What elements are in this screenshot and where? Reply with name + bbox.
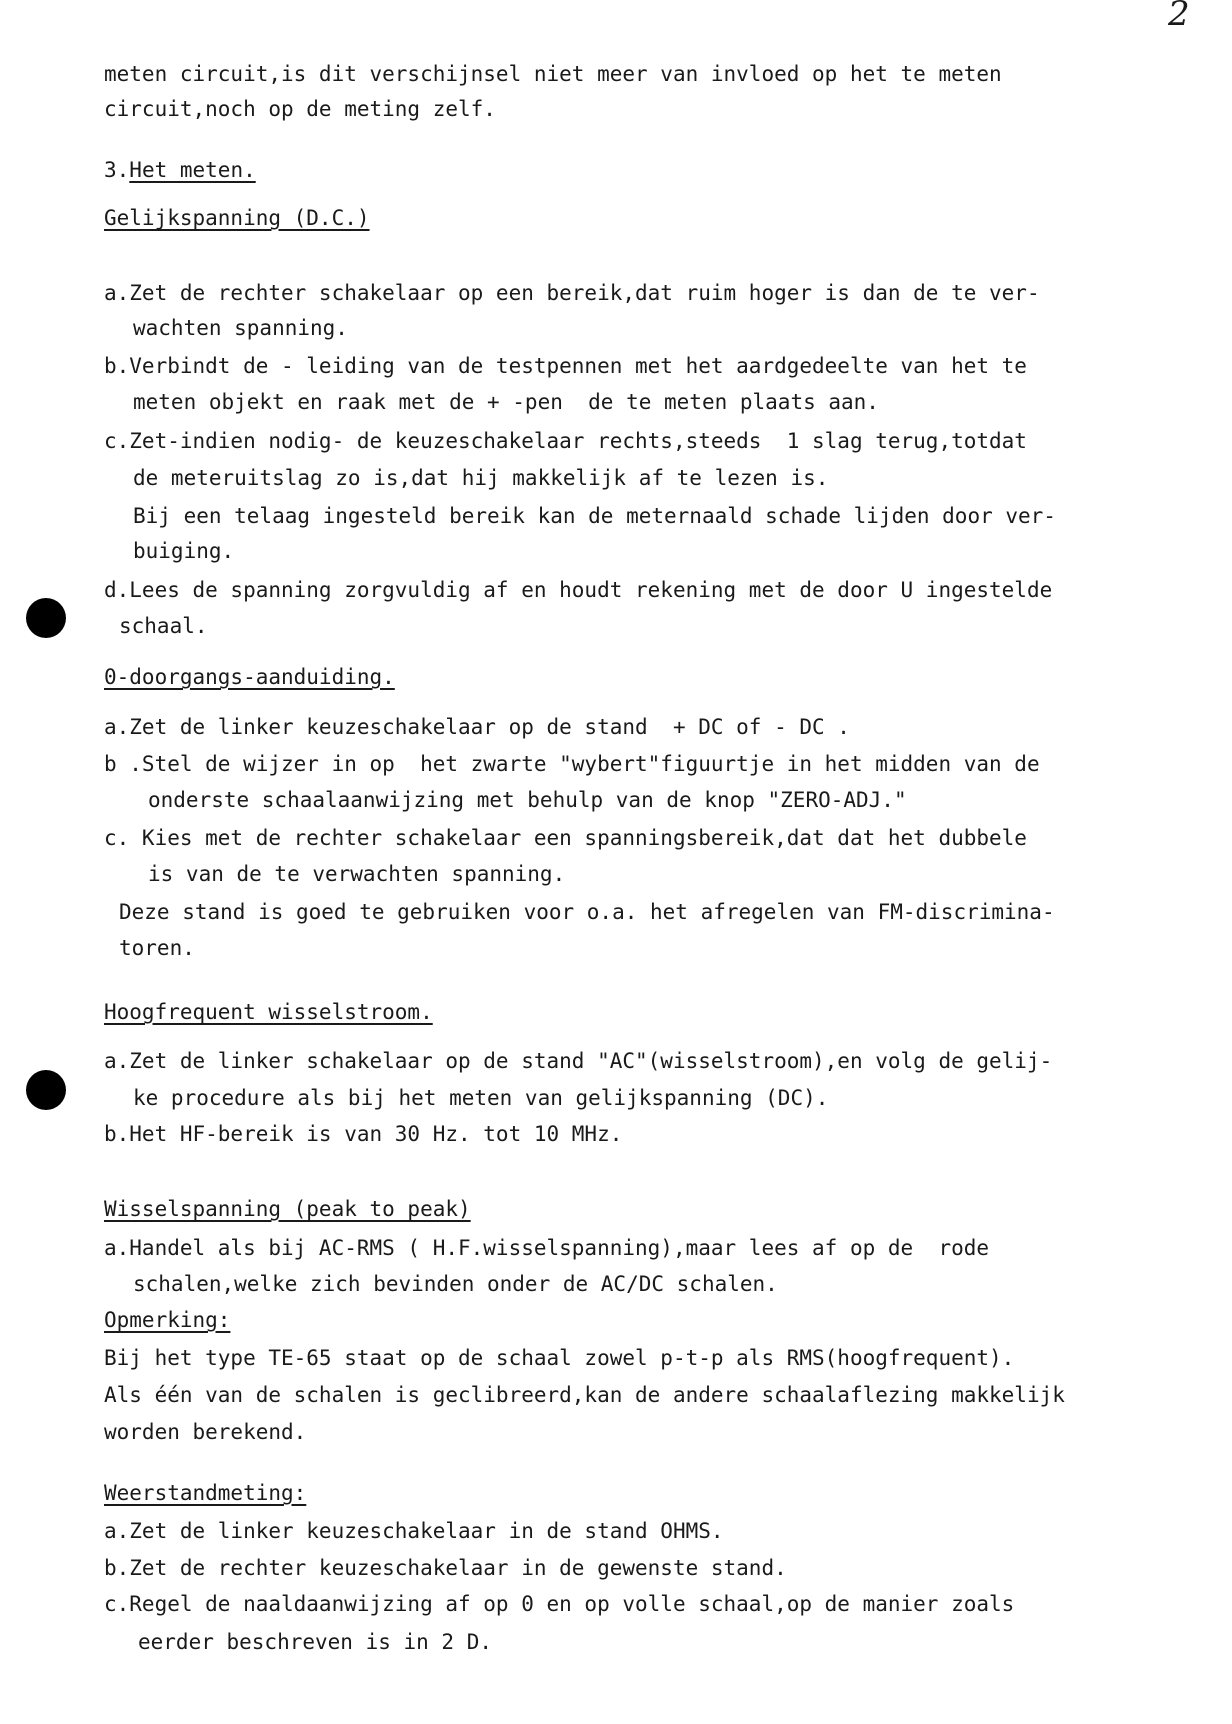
pp-line: schalen,welke zich bevinden onder de AC/DC schalen. <box>133 1272 778 1296</box>
zero-line: toren. <box>119 936 195 960</box>
hf-line: b.Het HF-bereik is van 30 Hz. tot 10 MHz. <box>104 1122 623 1146</box>
ohm-heading: Weerstandmeting: <box>104 1481 307 1505</box>
note-line: Bij het type TE-65 staat op de schaal zowel p-t-p als RMS(hoogfrequent). <box>104 1346 1015 1370</box>
intro-line: meten circuit,is dit verschijnsel niet meer van invloed op het te meten <box>104 62 1002 86</box>
ohm-line: b.Zet de rechter keuzeschakelaar in de gewenste stand. <box>104 1556 787 1580</box>
dc-line: buiging. <box>133 539 235 563</box>
binder-hole-top <box>26 598 66 638</box>
section-title: Het meten. <box>129 158 256 182</box>
zero-heading: 0-doorgangs-aanduiding. <box>104 665 395 689</box>
section-number: 3. <box>104 158 130 182</box>
dc-line: wachten spanning. <box>133 316 348 340</box>
ohm-line: a.Zet de linker keuzeschakelaar in de stand OHMS. <box>104 1519 724 1543</box>
intro-line: circuit,noch op de meting zelf. <box>104 97 496 121</box>
hf-line: a.Zet de linker schakelaar op de stand "AC"(wisselstroom),en volg de gelij- <box>104 1049 1053 1073</box>
dc-line: b.Verbindt de - leiding van de testpennen met het aardgedeelte van het te <box>104 354 1027 378</box>
binder-hole-bottom <box>26 1070 66 1110</box>
pp-heading: Wisselspanning (peak to peak) <box>104 1197 471 1221</box>
zero-line: a.Zet de linker keuzeschakelaar op de stand + DC of - DC . <box>104 715 850 739</box>
pp-line: a.Handel als bij AC-RMS ( H.F.wisselspanning),maar lees af op de rode <box>104 1236 990 1260</box>
note-heading: Opmerking: <box>104 1308 231 1332</box>
dc-line: Bij een telaag ingesteld bereik kan de meternaald schade lijden door ver- <box>133 504 1056 528</box>
hf-heading: Hoogfrequent wisselstroom. <box>104 1000 433 1024</box>
zero-line: is van de te verwachten spanning. <box>148 862 566 886</box>
zero-line: b .Stel de wijzer in op het zwarte "wybert"figuurtje in het midden van de <box>104 752 1040 776</box>
dc-line: d.Lees de spanning zorgvuldig af en houdt rekening met de door U ingestelde <box>104 578 1053 602</box>
note-line: Als één van de schalen is geclibreerd,kan de andere schaalaflezing makkelijk <box>104 1383 1065 1407</box>
dc-line: c.Zet-indien nodig- de keuzeschakelaar rechts,steeds 1 slag terug,totdat <box>104 429 1027 453</box>
page-number: 2 <box>1168 0 1190 34</box>
zero-line: Deze stand is goed te gebruiken voor o.a. het afregelen van FM-discrimina- <box>119 900 1055 924</box>
zero-line: onderste schaalaanwijzing met behulp van de knop "ZERO-ADJ." <box>148 788 907 812</box>
ohm-line: c.Regel de naaldaanwijzing af op 0 en op volle schaal,op de manier zoals <box>104 1592 1015 1616</box>
dc-heading: Gelijkspanning (D.C.) <box>104 206 370 230</box>
dc-line: meten objekt en raak met de + -pen de te meten plaats aan. <box>133 390 879 414</box>
ohm-line: eerder beschreven is in 2 D. <box>138 1630 493 1654</box>
hf-line: ke procedure als bij het meten van gelijkspanning (DC). <box>133 1086 829 1110</box>
note-line: worden berekend. <box>104 1420 307 1444</box>
dc-line: de meteruitslag zo is,dat hij makkelijk af te lezen is. <box>133 466 829 490</box>
dc-line: schaal. <box>119 614 208 638</box>
section-heading <box>104 160 256 181</box>
zero-line: c. Kies met de rechter schakelaar een spanningsbereik,dat dat het dubbele <box>104 826 1027 850</box>
dc-line: a.Zet de rechter schakelaar op een bereik,dat ruim hoger is dan de te ver- <box>104 281 1040 305</box>
